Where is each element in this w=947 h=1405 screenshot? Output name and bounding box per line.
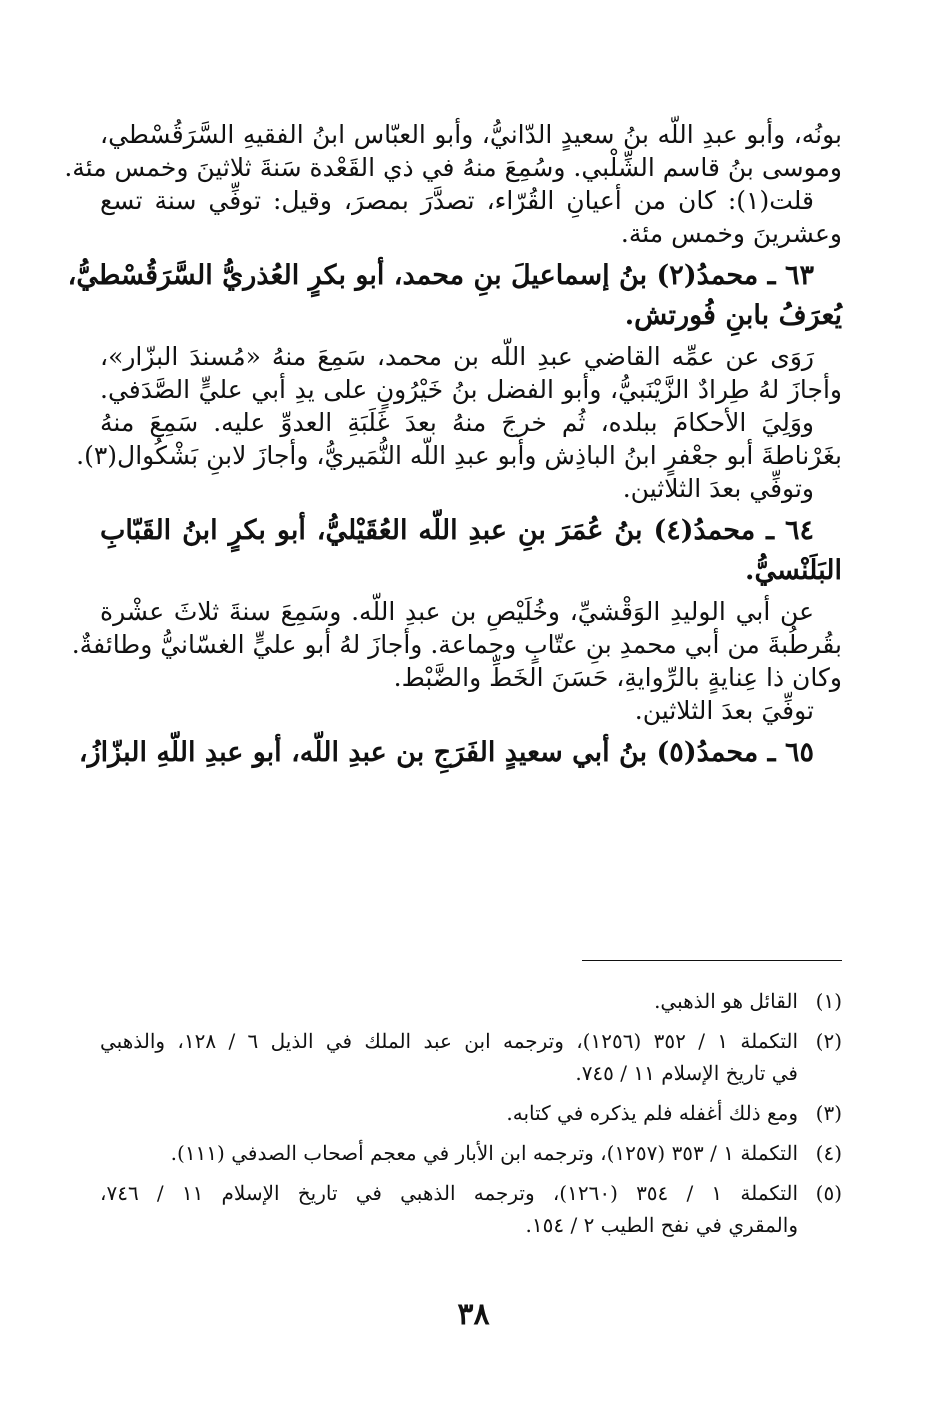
footnote-text: ومع ذلك أغفله فلم يذكره في كتابه.	[506, 1101, 798, 1125]
entry-heading-63: ٦٣ ـ محمدُ(٢) بنُ إسماعيلَ بنِ محمد، أبو بكرٍ العُذريُّ السَّرَقُسْطيُّ،	[67, 260, 814, 291]
text-line: بقُرطُبةَ من أبي محمدِ بنِ عتّابٍ وجماعة. وأجازَ لهُ أبو عليٍّ الغسّانيُّ وطائفةٌ.	[71, 630, 842, 659]
text-line: وعشرينَ وخمس مئة.	[620, 219, 842, 248]
text-line: ووَلِيَ الأحكامَ ببلده، ثُم خرجَ منهُ بعدَ غَلَبَةِ العدوِّ عليه. سَمِعَ منهُ	[100, 408, 814, 437]
footnote-text: التكملة ١ / ٣٥٣ (١٢٥٧)، وترجمه ابن الأبار في معجم أصحاب الصدفي (١١١).	[170, 1141, 798, 1165]
text-line: بغَرْناطةَ أبو جعْفرٍ ابنُ الباذِش وأبو عبدِ اللّه النُّمَيريُّ، وأجازَ لابنِ بَشْكُوال(٣).	[76, 441, 842, 470]
text-line: وأجازَ لهُ طِرادٌ الزَّيْنَبيُّ، وأبو الفضل بنُ خَيْرُونٍ على يدِ أبي عليٍّ الصَّدَفي.	[100, 375, 842, 404]
footnote-number: (٣)	[815, 1101, 842, 1125]
footnote-text: القائل هو الذهبي.	[654, 989, 798, 1013]
entry-heading-63-cont: يُعرَفُ بابنِ فُورتش.	[624, 300, 842, 331]
main-text	[64, 118, 842, 773]
entry-heading-64-cont: البَلَنْسيُّ.	[745, 555, 842, 586]
footnote-number: (٥)	[815, 1181, 842, 1205]
footnote-1	[100, 985, 842, 1017]
footnote-2	[100, 1025, 842, 1089]
entry-heading-64: ٦٤ ـ محمدُ(٤) بنُ عُمَرَ بنِ عبدِ اللّه العُقَيْليُّ، أبو بكرٍ ابنُ القَبّابِ	[100, 515, 814, 546]
footnote-number: (١)	[815, 989, 842, 1013]
footnote-number: (٤)	[815, 1141, 842, 1165]
text-line: وكان ذا عِنايةٍ بالرِّوايةِ، حَسَنَ الخَطِّ والضَّبْط.	[393, 663, 842, 692]
footnote-text-cont: في تاريخ الإسلام ١١ / ٧٤٥.	[575, 1061, 798, 1085]
text-line: بونُه، وأبو عبدِ اللّه بنُ سعيدٍ الدّانيُّ، وأبو العبّاس ابنُ الفقيهِ السَّرَقُسْطي،	[100, 120, 842, 149]
footnote-5	[100, 1177, 842, 1241]
footnote-4	[100, 1137, 842, 1169]
footnote-text: التكملة ١ / ٣٥٢ (١٢٥٦)، وترجمه ابن عبد الملك في الذيل ٦ / ١٢٨، والذهبي	[100, 1029, 799, 1053]
text-line: توفِّيَ بعدَ الثلاثين.	[634, 696, 814, 725]
footnote-separator	[582, 960, 842, 961]
footnote-text-cont: والمقري في نفح الطيب ٢ / ١٥٤.	[525, 1213, 798, 1237]
text-line: قلت(١): كان من أعيانِ القُرّاء، تصدَّرَ بمصرَ، وقيل: توفِّي سنة تسع	[100, 186, 814, 215]
page-number: ٣٨	[457, 1297, 490, 1332]
footnotes	[100, 985, 842, 1249]
text-line: وتوفِّي بعدَ الثلاثين.	[622, 474, 814, 503]
entry-heading-65: ٦٥ ـ محمدُ(٥) بنُ أبي سعيدٍ الفَرَجِ بن عبدِ اللّه، أبو عبدِ اللّهِ البزّازُ،	[78, 737, 814, 768]
footnote-3	[100, 1097, 842, 1129]
footnote-number: (٢)	[815, 1029, 842, 1053]
text-line: رَوَى عن عمِّه القاضي عبدِ اللّه بن محمد، سَمِعَ منهُ «مُسندَ البزّار»،	[100, 342, 814, 371]
footnote-text: التكملة ١ / ٣٥٤ (١٢٦٠)، وترجمه الذهبي في تاريخ الإسلام ١١ / ٧٤٦،	[100, 1181, 798, 1205]
text-line: وموسى بنُ قاسم الشِّلْبي. وسُمِعَ منهُ في ذي القَعْدة سَنةَ ثلاثينَ وخمس مئة.	[64, 153, 842, 182]
text-line: عن أبي الوليدِ الوَقْشيِّ، وخُلَيْصِ بن عبدِ اللّه. وسَمِعَ سنةَ ثلاثَ عشْرة	[100, 597, 814, 626]
